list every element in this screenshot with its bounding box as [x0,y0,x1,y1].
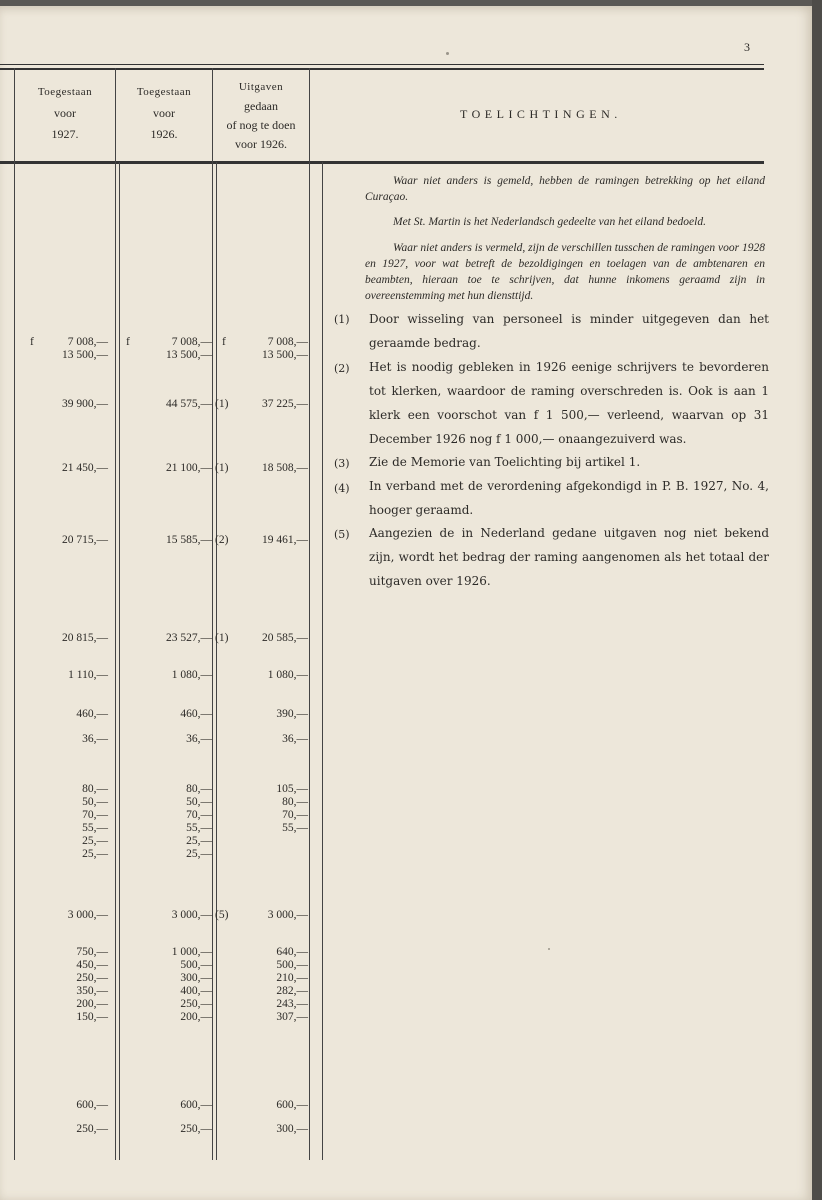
footnote-number: (4) [334,482,350,495]
amount-c3: 600,— [276,1099,308,1111]
amount-c2: 7 008,— [171,336,212,348]
amount-c3: 1 080,— [267,669,308,681]
amount-c2: 460,— [180,708,212,720]
header-year: voor 1926. [235,137,287,151]
amount-c1: 70,— [82,809,108,821]
footnote-number: (2) [334,362,350,375]
footnote-ref: (2) [215,534,229,546]
footnote-number: (1) [334,313,350,326]
amount-c3: 7 008,— [267,336,308,348]
header-label: of nog te doen [226,118,296,132]
amount-c2: 21 100,— [166,462,212,474]
header-toelichtingen: TOELICHTINGEN. [460,107,622,121]
header-label: voor [153,106,175,120]
header-toegestaan-1927 [16,82,114,145]
page-number: 3 [744,40,750,54]
amount-c2: 70,— [186,809,212,821]
amount-c1: 450,— [76,959,108,971]
amount-c1: 25,— [82,835,108,847]
amount-c3: 3 000,— [267,909,308,921]
amount-c1: 600,— [76,1099,108,1111]
column-divider [322,162,323,1160]
amount-c2: 80,— [186,783,212,795]
amount-c1: 460,— [76,708,108,720]
amount-c1: 150,— [76,1011,108,1023]
amount-c2: 400,— [180,985,212,997]
column-divider [115,68,116,1160]
amount-c1: 55,— [82,822,108,834]
amount-c2: 1 080,— [171,669,212,681]
amount-c1: 750,— [76,946,108,958]
header-uitgaven [213,78,309,154]
amount-c2: 3 000,— [171,909,212,921]
footnote-text: In verband met de verordening afgekondigd in P. B. 1927, No. 4, hooger geraamd. [369,479,769,517]
amount-c1: 36,— [82,733,108,745]
amount-c1: 200,— [76,998,108,1010]
amount-c3: 20 585,— [262,632,308,644]
amount-c1: 21 450,— [62,462,108,474]
amount-c1: 20 815,— [62,632,108,644]
amount-c1: 25,— [82,848,108,860]
amount-c2: 250,— [180,998,212,1010]
paper-speck [446,52,449,55]
background-edge [812,0,822,1200]
amount-c2: 200,— [180,1011,212,1023]
amount-c1: 3 000,— [67,909,108,921]
amount-c3: 390,— [276,708,308,720]
amount-c2: 36,— [186,733,212,745]
amount-c2: 55,— [186,822,212,834]
footnote-ref: (5) [215,909,229,921]
intro-note: Waar niet anders is gemeld, hebben de ramingen betrekking op het eiland Curaçao. [365,175,765,203]
header-label: Uitgaven [238,81,284,93]
column-divider [309,68,310,1160]
header-toegestaan-1926 [116,82,212,145]
amount-c1: 1 110,— [68,669,108,681]
amount-c1: 250,— [76,972,108,984]
paper-speck [548,948,550,950]
amount-c3: 80,— [282,796,308,808]
column-divider [216,162,217,1160]
amount-c1: 350,— [76,985,108,997]
amount-c1: 13 500,— [62,349,108,361]
amount-c2: 44 575,— [166,398,212,410]
amount-c1: 20 715,— [62,534,108,546]
amount-c1: 7 008,— [67,336,108,348]
document-page [0,6,812,1200]
footnote-ref: (1) [215,462,229,474]
amount-c3: 300,— [276,1123,308,1135]
footnote-text: Aangezien de in Nederland gedane uitgaven nog niet bekend zijn, wordt het bedrag der raming aangenomen als het totaal der uitgaven over 1926. [369,526,769,588]
amount-c3: 307,— [276,1011,308,1023]
footnote-number: (5) [334,528,350,541]
amount-c3: 19 461,— [262,534,308,546]
header-year: 1927. [51,127,79,141]
column-divider [119,162,120,1160]
amount-c3: 210,— [276,972,308,984]
amount-c3: 70,— [282,809,308,821]
currency-mark: f [222,336,226,348]
amount-c2: 23 527,— [166,632,212,644]
amount-c1: 250,— [76,1123,108,1135]
header-label: Toegestaan [37,86,93,98]
amount-c3: 13 500,— [262,349,308,361]
footnote-number: (3) [334,457,350,470]
footnote-text: Door wisseling van personeel is minder uitgegeven dan het geraamde bedrag. [369,312,769,350]
footnote-ref: (1) [215,632,229,644]
currency-mark: f [30,336,34,348]
amount-c3: 243,— [276,998,308,1010]
amount-c3: 500,— [276,959,308,971]
amount-c2: 50,— [186,796,212,808]
header-label: voor [54,106,76,120]
amount-c3: 282,— [276,985,308,997]
amount-c3: 640,— [276,946,308,958]
amount-c2: 500,— [180,959,212,971]
amount-c2: 250,— [180,1123,212,1135]
intro-note: Waar niet anders is vermeld, zijn de verschillen tusschen de ramingen voor 1928 en 1927, voor wat betreft de bezoldigingen en toelagen van de ambtenaren en beambten, hieraan toe te schrijven, dat hunne inkomens geraamd zijn in overeenstemming met hun diensttijd. [365,242,765,302]
header-label: gedaan [244,99,278,113]
amount-c3: 37 225,— [262,398,308,410]
header-year: 1926. [150,127,178,141]
header-label: Toegestaan [136,86,192,98]
amount-c3: 18 508,— [262,462,308,474]
amount-c1: 80,— [82,783,108,795]
amount-c2: 600,— [180,1099,212,1111]
column-divider [14,68,15,1160]
amount-c2: 13 500,— [166,349,212,361]
amount-c1: 39 900,— [62,398,108,410]
currency-mark: f [126,336,130,348]
column-divider [212,68,213,1160]
amount-c2: 25,— [186,848,212,860]
amount-c1: 50,— [82,796,108,808]
footnote-ref: (1) [215,398,229,410]
amount-c2: 1 000,— [171,946,212,958]
amount-c2: 15 585,— [166,534,212,546]
amount-c3: 36,— [282,733,308,745]
amount-c3: 55,— [282,822,308,834]
top-rule [0,64,764,65]
footnote-text: Het is noodig gebleken in 1926 eenige schrijvers te bevorderen tot klerken, waardoor de raming overschreden is. Ook is aan 1 klerk een voorschot van f 1 500,— verleend, waarvan op 31 December 1926 nog f 1 000,— onaangezuiverd was. [369,360,769,446]
intro-note: Met St. Martin is het Nederlandsch gedeelte van het eiland bedoeld. [393,216,706,228]
amount-c3: 105,— [276,783,308,795]
amount-c2: 25,— [186,835,212,847]
footnote-text: Zie de Memorie van Toelichting bij artikel 1. [369,455,641,469]
amount-c2: 300,— [180,972,212,984]
